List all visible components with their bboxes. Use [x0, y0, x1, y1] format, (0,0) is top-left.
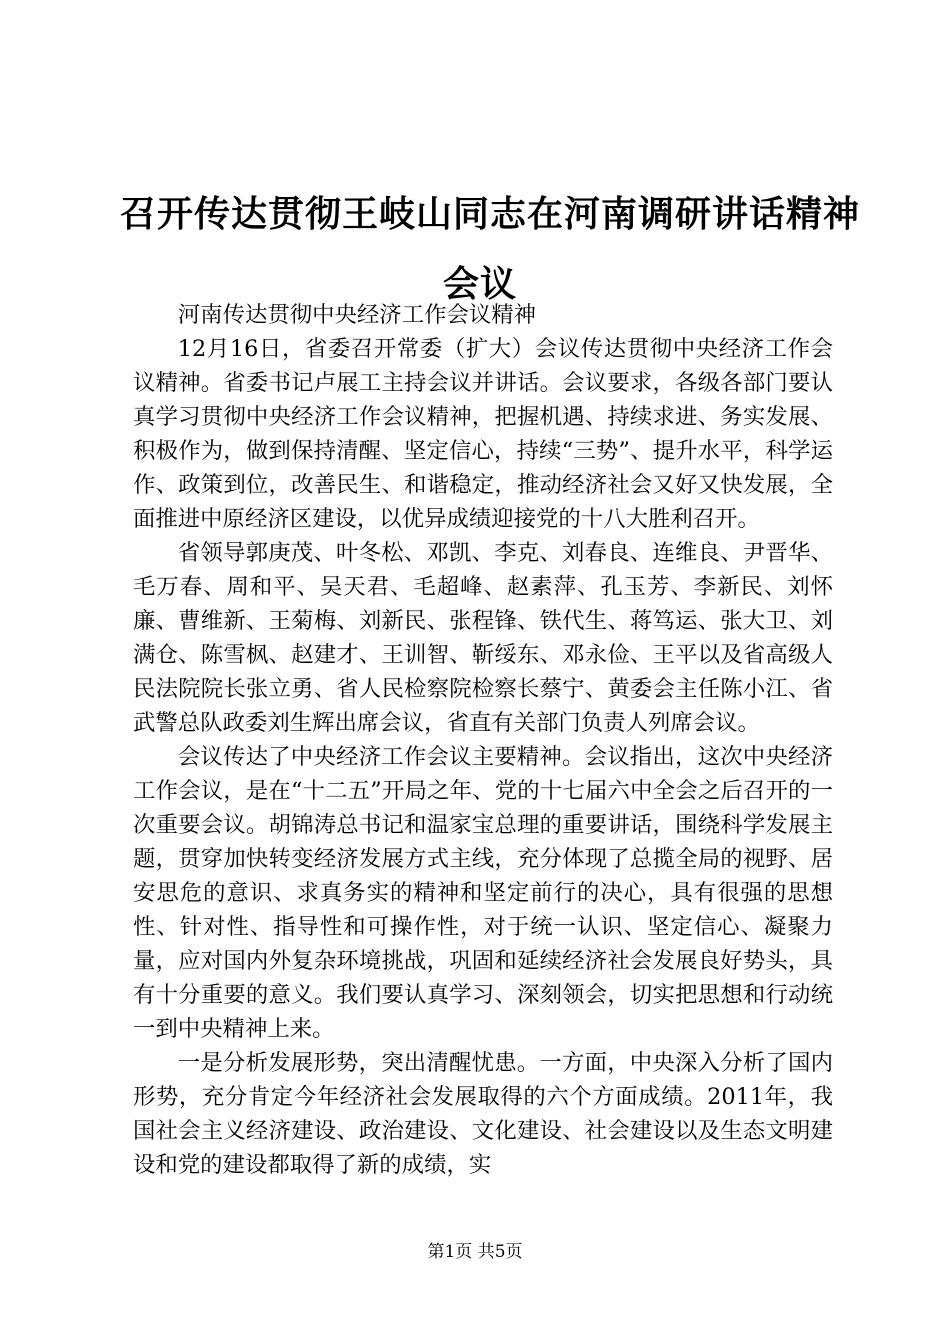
- page-footer: 第1页 共5页: [427, 1242, 523, 1262]
- paragraph-1: 12月16日，省委召开常委（扩大）会议传达贯彻中央经济工作会议精神。省委书记卢展工主持会议并讲话。会议要求，各级各部门要认真学习贯彻中央经济工作会议精神，把握机遇、持续求进、务实发展、积极作为，做到保持清醒、坚定信心，持续“三势”、提升水平，科学运作、政策到位，改善民生、和谐稳定，推动经济社会又好又快发展，全面推进中原经济区建设，以优异成绩迎接党的十八大胜利召开。: [133, 336, 833, 532]
- paragraph-2: 省领导郭庚茂、叶冬松、邓凯、李克、刘春良、连维良、尹晋华、毛万春、周和平、吴天君、毛超峰、赵素萍、孔玉芳、李新民、刘怀廉、曹维新、王菊梅、刘新民、张程锋、铁代生、蒋笃运、张大卫、刘满仓、陈雪枫、赵建才、王训智、靳绥东、邓永俭、王平以及省高级人民法院院长张立勇、省人民检察院检察长蔡宁、黄委会主任陈小江、省武警总队政委刘生辉出席会议，省直有关部门负责人列席会议。: [133, 540, 833, 736]
- title-line-1: 召开传达贯彻王岐山同志在河南调研讲话精神: [120, 194, 861, 235]
- paragraph-3: 会议传达了中央经济工作会议主要精神。会议指出，这次中央经济工作会议，是在“十二五”开局之年、党的十七届六中全会之后召开的一次重要会议。胡锦涛总书记和温家宝总理的重要讲话，围绕科学发展主题，贯穿加快转变经济发展方式主线，充分体现了总揽全局的视野、居安思危的意识、求真务实的精神和坚定前行的决心，具有很强的思想性、针对性、指导性和可操作性，对于统一认识、坚定信心、凝聚力量，应对国内外复杂环境挑战，巩固和延续经济社会发展良好势头，具有十分重要的意义。我们要认真学习、深刻领会，切实把思想和行动统一到中央精神上来。: [133, 744, 833, 1042]
- paragraph-4: 一是分析发展形势，突出清醒忧患。一方面，中央深入分析了国内形势，充分肯定今年经济社会发展取得的六个方面成绩。2011年，我国社会主义经济建设、政治建设、文化建设、社会建设以及生态文明建设和党的建设都取得了新的成绩，实: [133, 1050, 833, 1178]
- document-body: [133, 298, 833, 1182]
- title-line-2: 会议: [442, 264, 517, 305]
- subtitle: 河南传达贯彻中央经济工作会议精神: [177, 302, 537, 328]
